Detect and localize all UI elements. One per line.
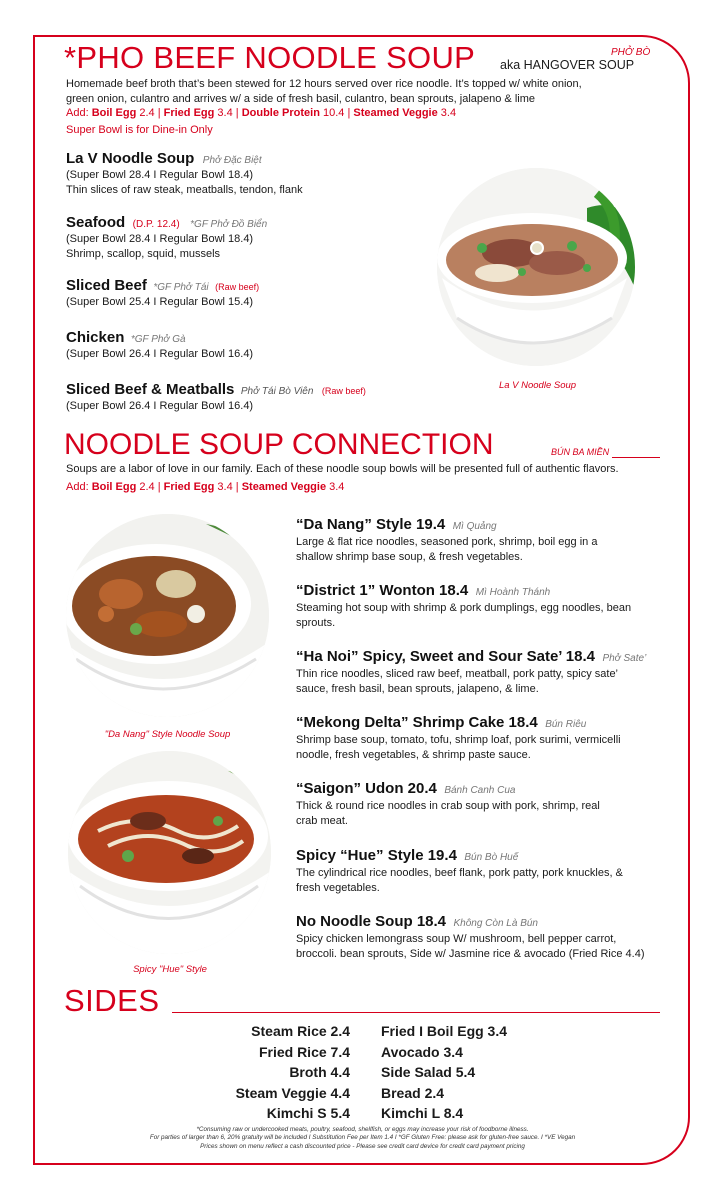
menu-item-sliced-beef — [66, 277, 259, 310]
addon-price: 2.4 | — [136, 107, 164, 119]
pho-description — [66, 77, 666, 107]
side-item: Fried Rice 7.4 — [258, 1043, 350, 1060]
connection-addons — [66, 480, 344, 495]
dish-desc-line: Thick & round rice noodles in crab soup with pork, shrimp, real — [296, 800, 600, 812]
footer-disclaimer — [40, 1126, 685, 1151]
menu-item-seafood — [66, 214, 267, 262]
spicy-hue-photo-caption: Spicy "Hue" Style — [133, 964, 207, 975]
pho-bowl-illustration — [437, 168, 635, 366]
dish-viet-name: *GF Phở Gà — [130, 334, 186, 345]
dish-name: Chicken — [66, 329, 125, 346]
side-item: Kimchi S 5.4 — [266, 1105, 350, 1121]
da-nang-bowl-illustration — [66, 514, 269, 717]
pho-title: *PHO BEEF NOODLE SOUP — [64, 40, 476, 75]
menu-item-ha-noi-sate — [296, 648, 676, 697]
sides-right-column — [381, 1021, 581, 1124]
menu-item-la-v-noodle-soup — [66, 150, 303, 198]
addon-name: Steamed Veggie — [241, 481, 327, 493]
side-item: Steam Veggie 4.4 — [235, 1084, 350, 1101]
dish-desc-line: broccoli. bean sprouts, Side w/ Jasmine rice & avocado (Fried Rice 4.4) — [296, 948, 645, 960]
la-v-noodle-soup-photo — [437, 168, 635, 366]
dish-desc-line: Thin rice noodles, sliced raw beef, meatball, pork patty, spicy sate’ — [296, 668, 619, 680]
dish-name: La V Noodle Soup — [66, 150, 195, 167]
menu-item-sliced-beef-meatballs — [66, 381, 366, 414]
dish-viet-name: Phở Đặc Biệt — [202, 155, 262, 166]
dish-desc-line: fresh vegetables. — [296, 882, 380, 894]
dish-viet-name: Phở Tái Bò Viên — [240, 386, 314, 397]
side-item: Broth 4.4 — [289, 1064, 350, 1080]
addon-price: 3.4 — [326, 481, 345, 493]
dish-prices: (Super Bowl 25.4 I Regular Bowl 15.4) — [66, 296, 254, 308]
dish-viet-name: Mì Quảng — [452, 521, 497, 532]
menu-item-district-1-wonton — [296, 582, 676, 631]
dish-prices: (Super Bowl 28.4 I Regular Bowl 18.4) — [66, 233, 254, 245]
side-item: Side Salad 5.4 — [381, 1064, 476, 1080]
dish-desc-line: crab meat. — [296, 815, 348, 827]
dish-viet-name: *GF Phở Đồ Biển — [190, 219, 268, 230]
pho-desc-line: green onion, culantro and arrives w/ a side of fresh basil, culantro, bean sprouts, jalapeno & lime — [66, 93, 535, 105]
addon-name: Steamed Veggie — [353, 107, 438, 119]
addon-price: 2.4 | — [136, 481, 164, 493]
dish-extra: (Raw beef) — [321, 386, 366, 396]
pho-desc-line: Homemade beef broth that’s been stewed for 12 hours served over rice noodle. It’s topped w/ white onion, — [66, 78, 582, 90]
spicy-hue-noodle-photo — [68, 751, 271, 954]
dish-name: No Noodle Soup 18.4 — [296, 913, 447, 930]
sides-title: SIDES — [64, 983, 160, 1018]
dish-name: “District 1” Wonton 18.4 — [296, 582, 469, 599]
menu-item-chicken — [66, 329, 253, 362]
menu-item-da-nang-style — [296, 516, 676, 565]
dine-in-note: Super Bowl is for Dine-in Only — [66, 124, 213, 136]
dish-name: “Da Nang” Style 19.4 — [296, 516, 446, 533]
addon-price: 3.4 | — [214, 481, 242, 493]
addon-price: 10.4 | — [319, 107, 354, 119]
dish-prices: (Super Bowl 26.4 I Regular Bowl 16.4) — [66, 348, 254, 360]
addon-price: 3.4 — [437, 107, 457, 119]
dish-desc-line: Steaming hot soup with shrimp & pork dumplings, egg noodles, bean — [296, 602, 632, 614]
addon-price: 3.4 | — [214, 107, 242, 119]
dish-prices: (Super Bowl 28.4 I Regular Bowl 18.4) — [66, 169, 254, 181]
dish-prices: (Super Bowl 26.4 I Regular Bowl 16.4) — [66, 400, 254, 412]
connection-description: Soups are a labor of love in our family. Each of these noodle soup bowls will be presented full of authentic flavors. — [66, 463, 619, 475]
addon-name: Double Protein — [241, 107, 320, 119]
dish-description: Shrimp, scallop, squid, mussels — [66, 248, 221, 260]
side-item: Kimchi L 8.4 — [381, 1105, 464, 1121]
menu-item-mekong-delta-shrimp-cake — [296, 714, 676, 763]
side-item: Fried I Boil Egg 3.4 — [381, 1023, 508, 1039]
dish-desc-line: Spicy chicken lemongrass soup W/ mushroom, bell pepper carrot, — [296, 933, 617, 945]
addon-prefix: Add: — [66, 107, 92, 119]
dish-desc-line: sprouts. — [296, 617, 336, 629]
sides-left-column — [150, 1021, 350, 1124]
pho-aka: aka HANGOVER SOUP — [500, 58, 635, 72]
connection-divider — [612, 457, 660, 458]
dish-name: “Saigon” Udon 20.4 — [296, 780, 437, 797]
da-nang-noodle-photo — [66, 514, 269, 717]
dish-desc-line: Large & flat rice noodles, seasoned pork, shrimp, boil egg in a — [296, 536, 598, 548]
dish-extra: (Raw beef) — [215, 282, 260, 292]
dish-viet-name: Phở Sate’ — [602, 653, 647, 664]
connection-viet-title: BÚN BA MIỀN — [551, 447, 610, 457]
dish-viet-name: *GF Phở Tái — [153, 282, 209, 293]
addon-name: Boil Egg — [91, 107, 137, 119]
addon-name: Fried Egg — [163, 481, 215, 493]
addon-prefix: Add: — [66, 481, 92, 493]
dish-desc-line: noodle, fresh vegetables, & shrimp paste sauce. — [296, 749, 531, 761]
dish-extra: (D.P. 12.4) — [132, 219, 180, 230]
disclaimer-line: *Consuming raw or undercooked meats, poultry, seafood, shellfish, or eggs may increase your risk of foodborne illness. — [196, 1126, 529, 1133]
menu-item-no-noodle-soup — [296, 913, 681, 962]
disclaimer-line: Prices shown on menu reflect a cash discounted price - Please see credit card device for credit card payment pricing — [200, 1142, 525, 1150]
dish-viet-name: Bánh Canh Cua — [444, 785, 516, 796]
disclaimer-line: For parties of larger than 6, 20% gratuity will be included I Substitution Fee per Item 1.4 I *GF Gluten Free: please ask for gluten-free sauce. I *VE Vegan — [149, 1134, 576, 1142]
side-item: Bread 2.4 — [381, 1084, 445, 1101]
side-item: Steam Rice 2.4 — [251, 1023, 350, 1039]
dish-name: Sliced Beef & Meatballs — [66, 381, 235, 398]
dish-name: “Mekong Delta” Shrimp Cake 18.4 — [296, 714, 538, 731]
dish-desc-line: sauce, fresh basil, bean sprouts, jalapeno, & lime. — [296, 683, 539, 695]
pho-viet-title: PHỞ BÒ — [611, 47, 651, 58]
dish-desc-line: Shrimp base soup, tomato, tofu, shrimp loaf, pork surimi, vermicelli — [296, 734, 621, 746]
sides-divider — [172, 1012, 660, 1013]
menu-item-spicy-hue-style — [296, 847, 676, 896]
addon-name: Fried Egg — [163, 107, 215, 119]
dish-name: Spicy “Hue” Style 19.4 — [296, 847, 457, 864]
dish-desc-line: shallow shrimp base soup, & fresh vegetables. — [296, 551, 523, 563]
dish-description: Thin slices of raw steak, meatballs, tendon, flank — [66, 184, 303, 196]
dish-name: Sliced Beef — [66, 277, 147, 294]
dish-viet-name: Không Còn Là Bún — [453, 918, 538, 929]
dish-name: Seafood — [66, 214, 126, 231]
pho-addons — [66, 106, 456, 121]
dish-name: “Ha Noi” Spicy, Sweet and Sour Sate’ 18.4 — [296, 648, 595, 665]
side-item: Avocado 3.4 — [381, 1043, 463, 1060]
dish-viet-name: Mì Hoành Thánh — [475, 587, 551, 598]
connection-title: NOODLE SOUP CONNECTION — [64, 428, 494, 461]
hue-bowl-illustration — [68, 751, 271, 954]
dish-viet-name: Bún Riêu — [545, 719, 587, 730]
menu-item-saigon-udon — [296, 780, 676, 829]
addon-name: Boil Egg — [91, 481, 137, 493]
la-v-photo-caption: La V Noodle Soup — [498, 380, 577, 391]
dish-viet-name: Bún Bò Huế — [464, 852, 519, 863]
da-nang-photo-caption: "Da Nang" Style Noodle Soup — [104, 729, 231, 740]
dish-desc-line: The cylindrical rice noodles, beef flank, pork patty, pork knuckles, & — [296, 867, 623, 879]
